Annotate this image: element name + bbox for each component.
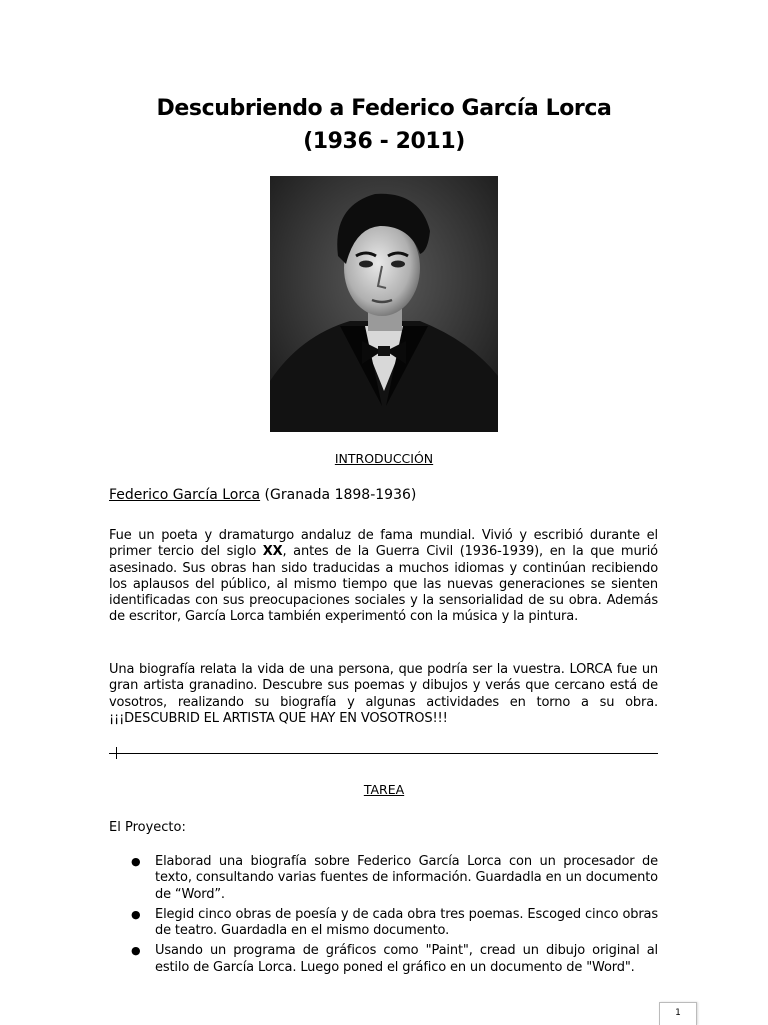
text-cursor-marker-base (111, 753, 121, 754)
subject-line (109, 487, 416, 503)
subject-name: Federico García Lorca (109, 487, 261, 503)
document-title (0, 92, 768, 158)
page-number: 1 (659, 1002, 697, 1025)
task-list (109, 854, 658, 980)
list-item (109, 854, 658, 903)
paragraph-1-bold: XX (262, 544, 283, 560)
list-item (109, 943, 658, 976)
horizontal-rule (109, 753, 658, 754)
intro-heading: INTRODUCCIÓN (334, 451, 434, 466)
task-text: Elegid cinco obras de poesía y de cada obra tres poemas. Escoged cinco obras de teatro. Guardadla en el mismo documento. (155, 906, 658, 939)
title-line-1: Descubriendo a Federico García Lorca (156, 96, 612, 121)
project-label: El Proyecto: (109, 820, 186, 835)
portrait-photo (270, 176, 498, 432)
intro-paragraph-2: Una biografía relata la vida de una persona, que podría ser la vuestra. LORCA fue un gran artista granadino. Descubre sus poemas y dibujos y verás que cercano está de vosotros, realizando su biografía y algunas actividades en torno a su obra. ¡¡¡DESCUBRID EL ARTISTA QUE HAY EN VOSOTROS!!! (109, 662, 658, 726)
paragraph-1-text-a: Fue un poeta y dramaturgo andaluz de fama mundial. Vivió y escribió durante el primer tercio del siglo (109, 528, 658, 560)
task-heading: TAREA (363, 782, 405, 797)
subject-dates: (Granada 1898-1936) (260, 487, 417, 503)
bullet-icon: ● (131, 855, 141, 868)
task-text: Elaborad una biografía sobre Federico García Lorca con un procesador de texto, consultando varias fuentes de información. Guardadla en un documento de “Word”. (155, 854, 658, 902)
title-line-2: (1936 - 2011) (303, 129, 465, 154)
intro-paragraph-1 (109, 528, 658, 626)
list-item (109, 907, 658, 940)
bullet-icon: ● (131, 907, 141, 921)
task-text: Usando un programa de gráficos como "Paint", cread un dibujo original al estilo de García Lorca. Luego poned el gráfico en un documento de "Word". (155, 943, 658, 975)
portrait-image (270, 176, 498, 432)
bullet-icon: ● (131, 944, 141, 958)
paragraph-1-text-b: , antes de la Guerra Civil (1936-1939), en la que murió asesinado. Sus obras han sido traducidas a muchos idiomas y continúan recibiendo los aplausos del público, al mismo tiempo que las nuevas generaciones se sienten identificadas con sus preocupaciones sociales y la sensorialidad de su obra. Además de escritor, García Lorca también experimentó con la música y la pintura. (109, 544, 658, 625)
